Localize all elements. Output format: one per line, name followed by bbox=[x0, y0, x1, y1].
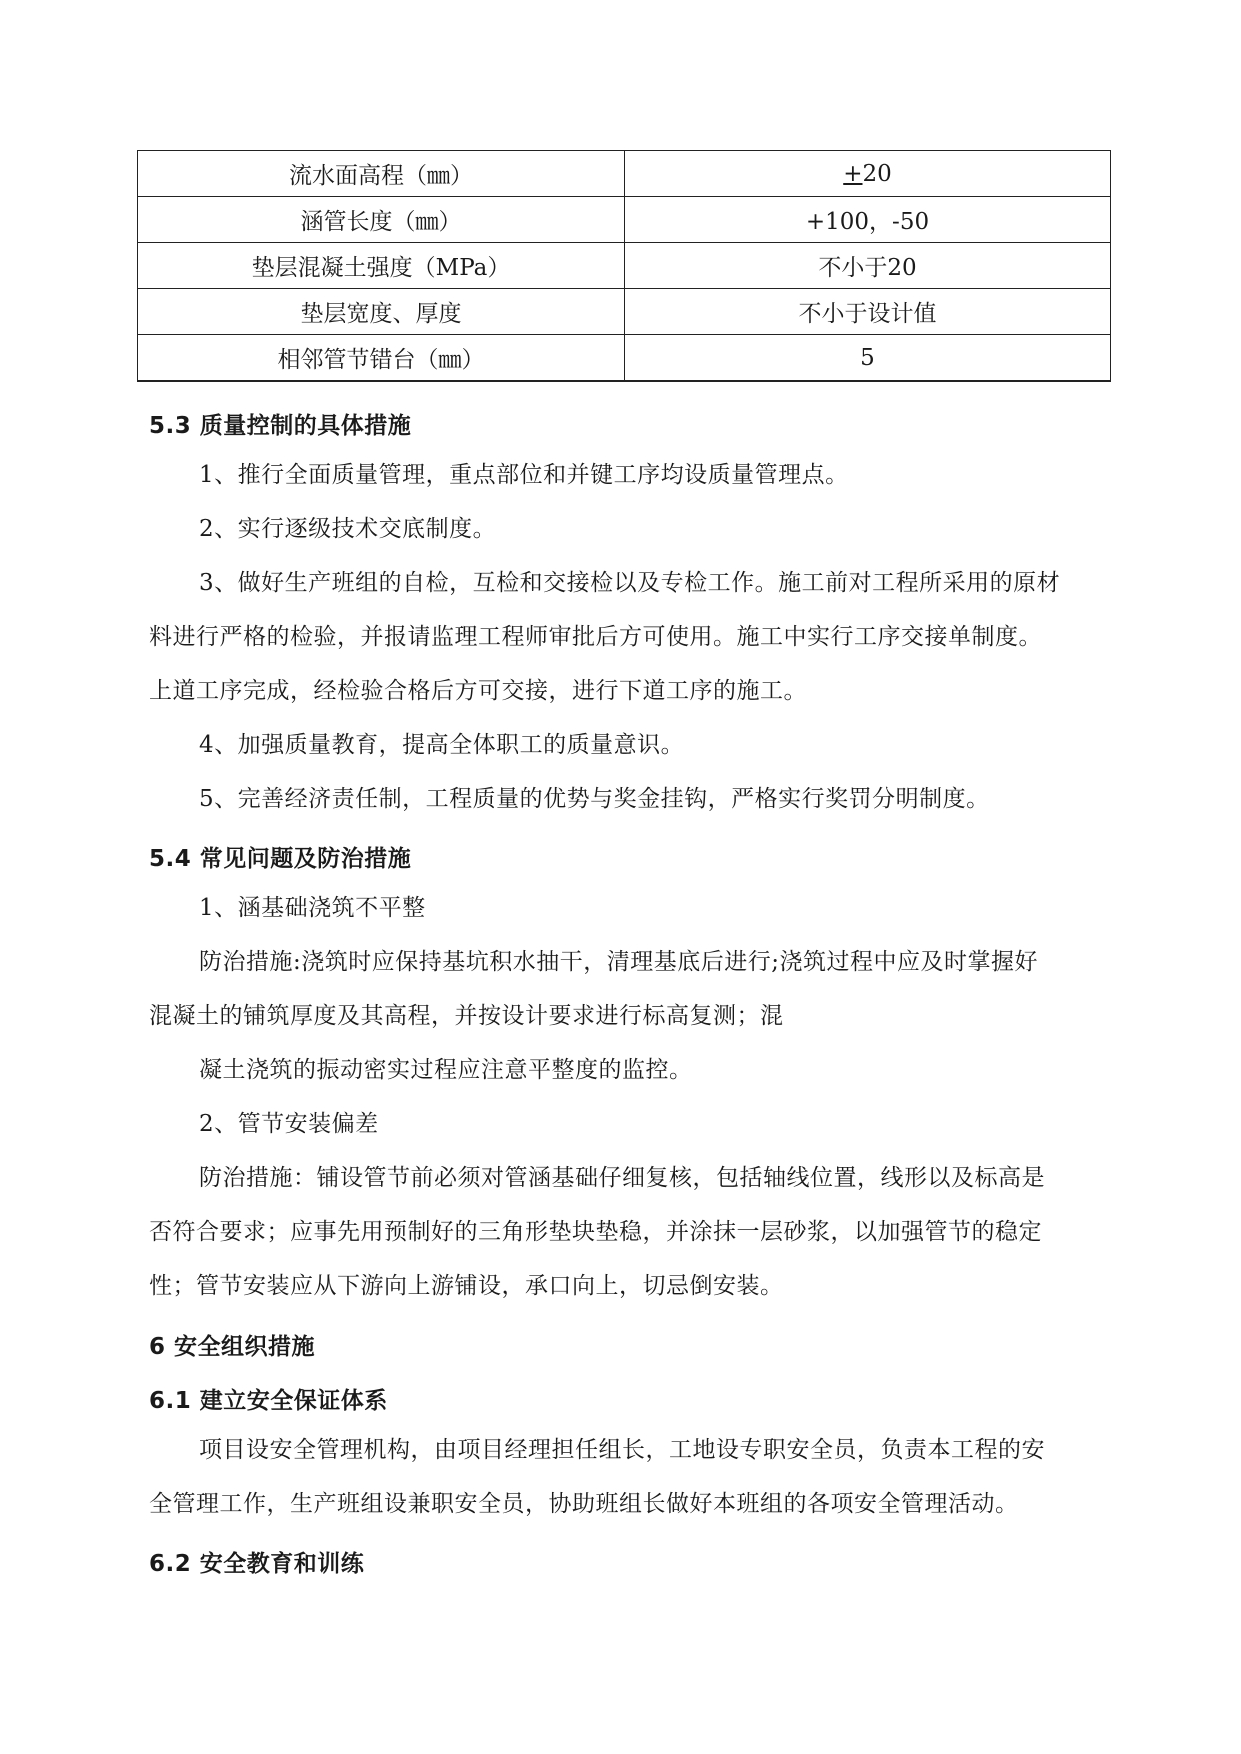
table-row bbox=[138, 289, 1111, 335]
table-cell-value bbox=[625, 151, 1111, 197]
paragraph-line: 全管理工作，生产班组设兼职安全员，协助班组长做好本班组的各项安全管理活动。 bbox=[149, 1491, 1019, 1517]
section-heading-5-3: 5.3 质量控制的具体措施 bbox=[149, 413, 412, 439]
table-row bbox=[138, 243, 1111, 289]
section-heading-6-1: 6.1 建立安全保证体系 bbox=[149, 1388, 388, 1414]
paragraph-line: 4、加强质量教育，提高全体职工的质量意识。 bbox=[199, 732, 685, 758]
paragraph-line: 否符合要求；应事先用预制好的三角形垫块垫稳，并涂抹一层砂浆，以加强管节的稳定 bbox=[149, 1219, 1042, 1245]
table-row bbox=[138, 197, 1111, 243]
table-cell-item: 相邻管节错台（㎜） bbox=[138, 335, 625, 382]
paragraph-line: 2、实行逐级技术交底制度。 bbox=[199, 516, 497, 542]
paragraph-line: 2、管节安装偏差 bbox=[199, 1111, 379, 1137]
table-cell-item: 垫层混凝土强度（MPa） bbox=[138, 243, 625, 289]
paragraph-line: 3、做好生产班组的自检，互检和交接检以及专检工作。施工前对工程所采用的原材 bbox=[199, 570, 1061, 596]
table-cell-item: 垫层宽度、厚度 bbox=[138, 289, 625, 335]
tolerance-table bbox=[137, 150, 1111, 382]
paragraph-line: 防治措施:浇筑时应保持基坑积水抽干，清理基底后进行;浇筑过程中应及时掌握好 bbox=[199, 949, 1038, 975]
paragraph-line: 防治措施：铺设管节前必须对管涵基础仔细复核，包括轴线位置，线形以及标高是 bbox=[199, 1165, 1045, 1191]
section-heading-6-2: 6.2 安全教育和训练 bbox=[149, 1551, 365, 1577]
paragraph-line: 上道工序完成，经检验合格后方可交接，进行下道工序的施工。 bbox=[149, 678, 807, 704]
paragraph-line: 凝土浇筑的振动密实过程应注意平整度的监控。 bbox=[199, 1057, 693, 1083]
table-cell-item: 流水面高程（㎜） bbox=[138, 151, 625, 197]
table-cell-value: 不小于设计值 bbox=[625, 289, 1111, 335]
table-cell-item: 涵管长度（㎜） bbox=[138, 197, 625, 243]
table-cell-value: +100，-50 bbox=[625, 197, 1111, 243]
value-number: 20 bbox=[862, 160, 892, 187]
table-row bbox=[138, 335, 1111, 382]
paragraph-line: 1、推行全面质量管理，重点部位和并键工序均设质量管理点。 bbox=[199, 462, 849, 488]
table-cell-value: 5 bbox=[625, 335, 1111, 382]
paragraph-line: 5、完善经济责任制，工程质量的优势与奖金挂钩，严格实行奖罚分明制度。 bbox=[199, 786, 990, 812]
section-heading-5-4: 5.4 常见问题及防治措施 bbox=[149, 846, 412, 872]
section-heading-6: 6 安全组织措施 bbox=[149, 1334, 316, 1360]
paragraph-line: 性；管节安装应从下游向上游铺设，承口向上，切忌倒安装。 bbox=[149, 1273, 784, 1299]
paragraph-line: 混凝土的铺筑厚度及其高程，并按设计要求进行标高复测；混 bbox=[149, 1003, 784, 1029]
paragraph-line: 项目设安全管理机构，由项目经理担任组长，工地设专职安全员，负责本工程的安 bbox=[199, 1437, 1045, 1463]
table-row bbox=[138, 151, 1111, 197]
plus-minus-sign: + bbox=[843, 160, 863, 187]
paragraph-line: 1、涵基础浇筑不平整 bbox=[199, 895, 426, 921]
paragraph-line: 料进行严格的检验，并报请监理工程师审批后方可使用。施工中实行工序交接单制度。 bbox=[149, 624, 1042, 650]
table-cell-value: 不小于20 bbox=[625, 243, 1111, 289]
